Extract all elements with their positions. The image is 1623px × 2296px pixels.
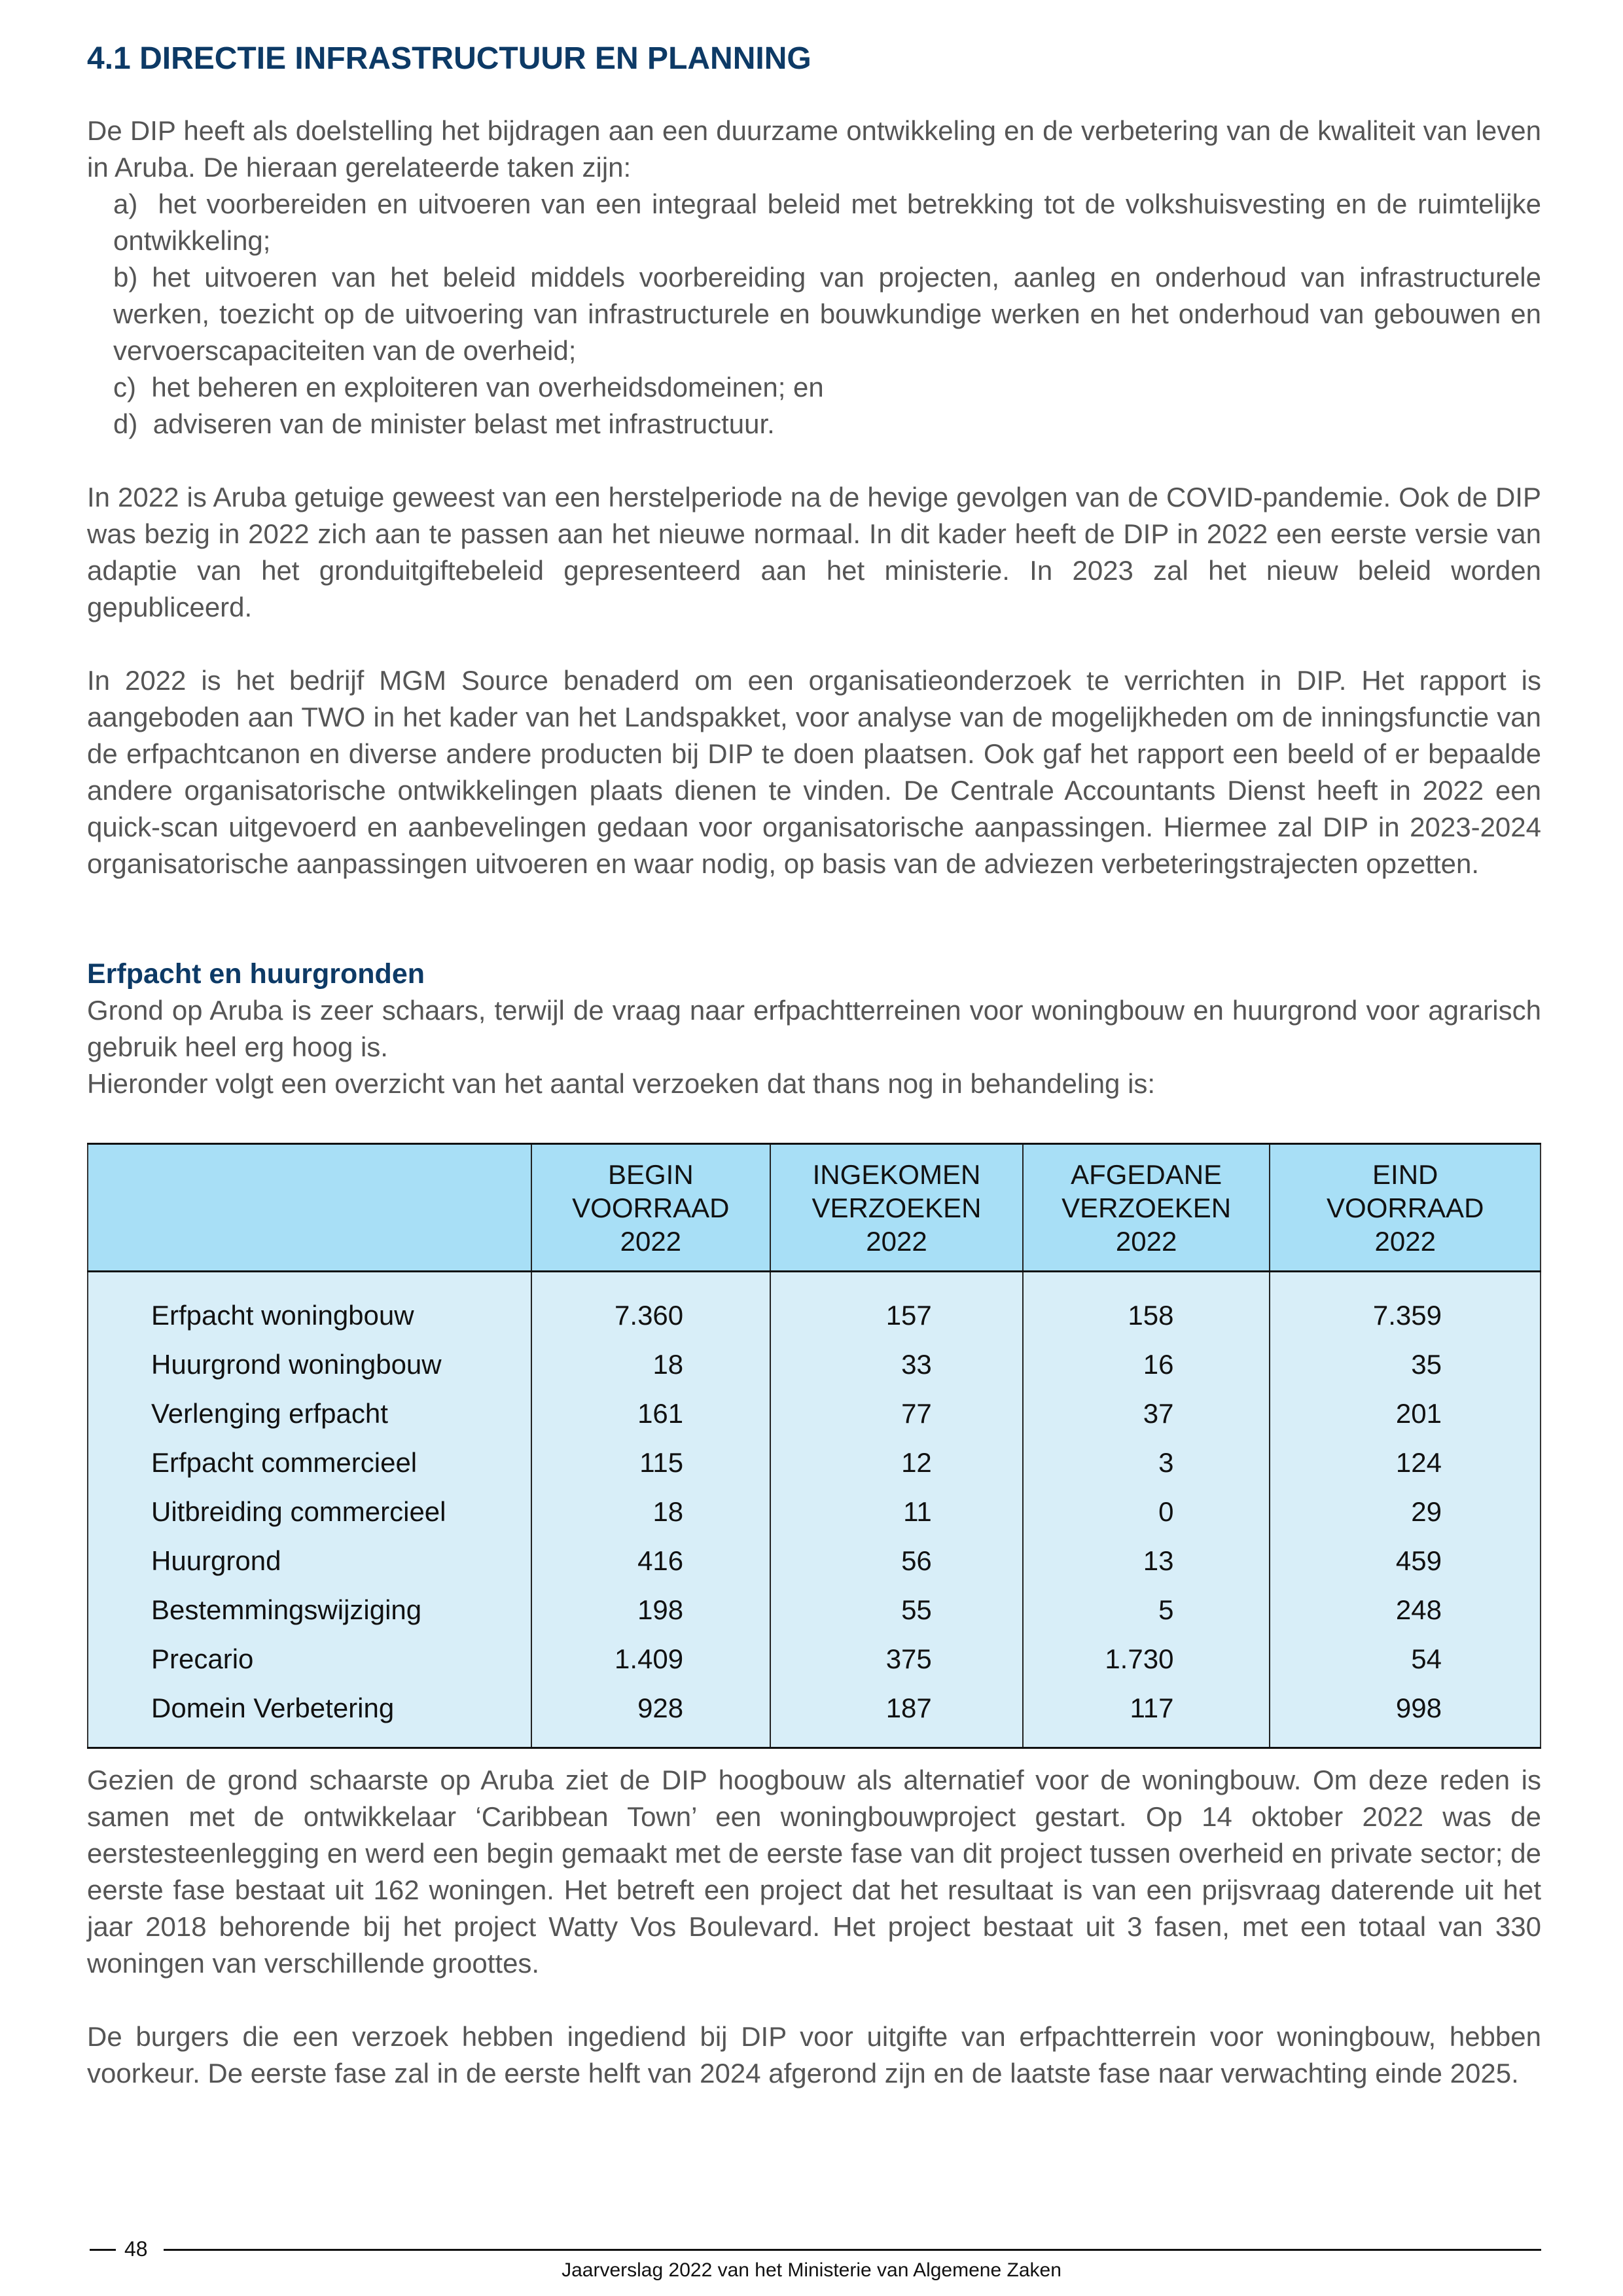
row-label: Precario	[88, 1634, 531, 1683]
cell-afgedane: 117	[1023, 1683, 1270, 1748]
table-row	[88, 1272, 1541, 1340]
task-item-b	[87, 259, 1541, 369]
table-row	[88, 1438, 1541, 1487]
header-begin-voorraad: BEGIN VOORRAAD 2022	[531, 1144, 771, 1272]
table-header-row	[88, 1144, 1541, 1272]
intro-paragraph: De DIP heeft als doelstelling het bijdragen aan een duurzame ontwikkeling en de verbetering van de kwaliteit van leven in Aruba. De hieraan gerelateerde taken zijn:	[87, 115, 1541, 183]
subsection-text-2: Hieronder volgt een overzicht van het aantal verzoeken dat thans nog in behandeling is:	[87, 1068, 1156, 1099]
row-label: Bestemmingswijziging	[88, 1585, 531, 1634]
cell-begin: 1.409	[531, 1634, 771, 1683]
table-row	[88, 1683, 1541, 1748]
list-marker: a)	[113, 188, 138, 219]
cell-ingekomen: 56	[770, 1536, 1023, 1585]
subsection-block	[87, 956, 1541, 1102]
subsection-title: Erfpacht en huurgronden	[87, 958, 425, 990]
cell-ingekomen: 33	[770, 1340, 1023, 1389]
cell-afgedane: 16	[1023, 1340, 1270, 1389]
cell-begin: 18	[531, 1487, 771, 1536]
cell-begin: 7.360	[531, 1272, 771, 1340]
cell-begin: 115	[531, 1438, 771, 1487]
header-afgedane-verzoeken: AFGEDANE VERZOEKEN 2022	[1023, 1144, 1270, 1272]
header-eind-voorraad: EIND VOORRAAD 2022	[1270, 1144, 1541, 1272]
task-text: het voorbereiden en uitvoeren van een integraal beleid met betrekking tot de volkshuisvesting en de ruimtelijke ontwikkeling;	[113, 188, 1541, 256]
table-row	[88, 1536, 1541, 1585]
task-item-d	[87, 406, 1541, 442]
list-marker: b)	[113, 262, 138, 293]
row-label: Huurgrond woningbouw	[88, 1340, 531, 1389]
cell-ingekomen: 11	[770, 1487, 1023, 1536]
cell-begin: 198	[531, 1585, 771, 1634]
footer-dash	[90, 2249, 116, 2251]
cell-ingekomen: 55	[770, 1585, 1023, 1634]
row-label: Erfpacht woningbouw	[88, 1272, 531, 1340]
cell-ingekomen: 77	[770, 1389, 1023, 1438]
cell-eind: 29	[1270, 1487, 1541, 1536]
page-number: 48	[124, 2237, 148, 2261]
row-label: Erfpacht commercieel	[88, 1438, 531, 1487]
cell-afgedane: 37	[1023, 1389, 1270, 1438]
header-label-empty	[88, 1144, 531, 1272]
cell-afgedane: 158	[1023, 1272, 1270, 1340]
requests-table	[87, 1143, 1541, 1749]
list-marker: d)	[113, 408, 138, 439]
subsection-text-1: Grond op Aruba is zeer schaars, terwijl de vraag naar erfpachtterreinen voor woningbouw en huurgrond voor agrarisch gebruik heel erg hoog is.	[87, 995, 1541, 1062]
row-label: Domein Verbetering	[88, 1683, 531, 1748]
cell-begin: 18	[531, 1340, 771, 1389]
header-ingekomen-verzoeken: INGEKOMEN VERZOEKEN 2022	[770, 1144, 1023, 1272]
cell-afgedane: 0	[1023, 1487, 1270, 1536]
paragraph-burgers: De burgers die een verzoek hebben ingediend bij DIP voor uitgifte van erfpachtterrein voor woningbouw, hebben voorkeur. De eerste fase zal in de eerste helft van 2024 afgerond zijn en de laatste fase naar verwachting einde 2025.	[87, 2021, 1541, 2089]
table-row	[88, 1340, 1541, 1389]
cell-eind: 35	[1270, 1340, 1541, 1389]
cell-eind: 459	[1270, 1536, 1541, 1585]
row-label: Uitbreiding commercieel	[88, 1487, 531, 1536]
cell-eind: 54	[1270, 1634, 1541, 1683]
section-title: 4.1 DIRECTIE INFRASTRUCTUUR EN PLANNING	[87, 41, 812, 76]
row-label: Verlenging erfpacht	[88, 1389, 531, 1438]
footer-caption: Jaarverslag 2022 van het Ministerie van Algemene Zaken	[562, 2259, 1061, 2281]
cell-begin: 928	[531, 1683, 771, 1748]
cell-ingekomen: 157	[770, 1272, 1023, 1340]
task-list	[87, 186, 1541, 442]
cell-ingekomen: 187	[770, 1683, 1023, 1748]
footer-rule	[164, 2249, 1541, 2251]
cell-eind: 201	[1270, 1389, 1541, 1438]
paragraph-mgm-source: In 2022 is het bedrijf MGM Source benaderd om een organisatieonderzoek te verrichten in DIP. Het rapport is aangeboden aan TWO in het kader van het Landspakket, voor analyse van de mogelijkheden om de inningsfunctie van de erfpachtcanon en diverse andere producten bij DIP te doen plaatsen. Ook gaf het rapport een beeld of er bepaalde andere organisatorische ontwikkelingen plaats dienen te vinden. De Centrale Accountants Dienst heeft in 2022 een quick-scan uitgevoerd en aanbevelingen gedaan voor organisatorische aanpassingen. Hiermee zal DIP in 2023-2024 organisatorische aanpassingen uitvoeren en waar nodig, op basis van de adviezen verbeteringstrajecten opzetten.	[87, 665, 1541, 879]
cell-ingekomen: 12	[770, 1438, 1023, 1487]
task-text: het beheren en exploiteren van overheidsdomeinen; en	[151, 372, 824, 403]
task-item-c	[87, 369, 1541, 406]
task-text: adviseren van de minister belast met infrastructuur.	[152, 408, 775, 439]
cell-begin: 416	[531, 1536, 771, 1585]
cell-afgedane: 13	[1023, 1536, 1270, 1585]
cell-eind: 998	[1270, 1683, 1541, 1748]
paragraph-caribbean-town: Gezien de grond schaarste op Aruba ziet de DIP hoogbouw als alternatief voor de woningbouw. Om deze reden is samen met de ontwikkelaar ‘Caribbean Town’ een woningbouwproject gestart. Op 14 oktober 2022 was de eerstesteenlegging en werd een begin gemaakt met de eerste fase van dit project tussen overheid en private sector; de eerste fase bestaat uit 162 woningen. Het betreft een project dat het resultaat is van een prijsvraag daterende uit het jaar 2018 behorende bij het project Watty Vos Boulevard. Het project bestaat uit 3 fasen, met een totaal van 330 woningen van verschillende groottes.	[87, 1765, 1541, 1979]
cell-eind: 124	[1270, 1438, 1541, 1487]
row-label: Huurgrond	[88, 1536, 531, 1585]
paragraph-covid: In 2022 is Aruba getuige geweest van een herstelperiode na de hevige gevolgen van de COVID-pandemie. Ook de DIP was bezig in 2022 zich aan te passen aan het nieuwe normaal. In dit kader heeft de DIP in 2022 een eerste versie van adaptie van het gronduitgiftebeleid gepresenteerd aan het ministerie. In 2023 zal het nieuw beleid worden gepubliceerd.	[87, 482, 1541, 622]
cell-eind: 7.359	[1270, 1272, 1541, 1340]
table-row	[88, 1585, 1541, 1634]
cell-begin: 161	[531, 1389, 771, 1438]
list-marker: c)	[113, 372, 136, 403]
table-row	[88, 1487, 1541, 1536]
task-text: het uitvoeren van het beleid middels voorbereiding van projecten, aanleg en onderhoud van infrastructurele werken, toezicht op de uitvoering van infrastructurele en bouwkundige werken en het onderhoud van gebouwen en vervoerscapaciteiten van de overheid;	[113, 262, 1541, 366]
cell-eind: 248	[1270, 1585, 1541, 1634]
task-item-a	[87, 186, 1541, 259]
cell-afgedane: 3	[1023, 1438, 1270, 1487]
intro-block	[87, 113, 1541, 442]
cell-afgedane: 1.730	[1023, 1634, 1270, 1683]
cell-ingekomen: 375	[770, 1634, 1023, 1683]
cell-afgedane: 5	[1023, 1585, 1270, 1634]
table-row	[88, 1634, 1541, 1683]
table-row	[88, 1389, 1541, 1438]
